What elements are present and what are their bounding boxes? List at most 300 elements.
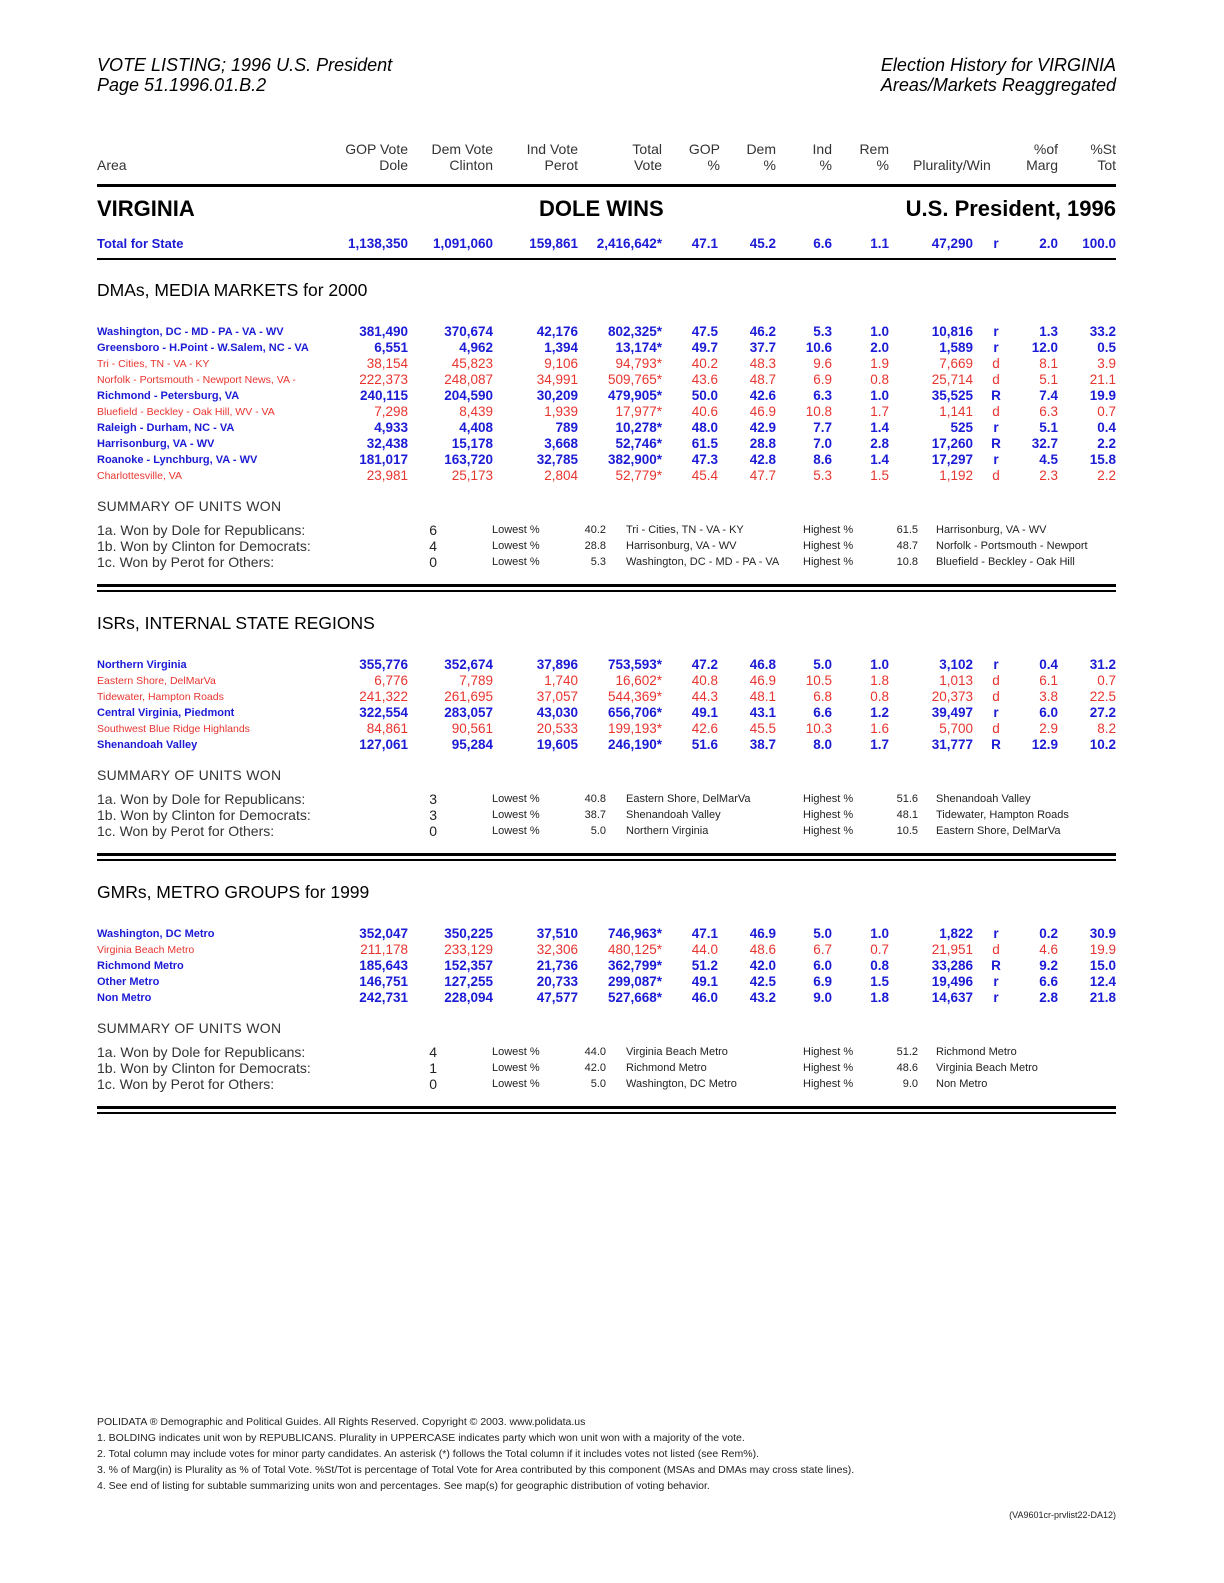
gop-pct: 47.1 xyxy=(691,236,718,251)
gop-vote: 222,373 xyxy=(359,372,408,387)
highest-label: Highest % xyxy=(803,524,854,536)
section-rule-top xyxy=(97,853,1116,856)
rem-pct: 2.8 xyxy=(870,436,889,451)
footer-note-4: 4. See end of listing for subtable summarizing units won and percentages. See map(s) for geographic distribution of voting behavior. xyxy=(97,1480,710,1492)
plurality: 1,822 xyxy=(939,926,973,941)
dem-pct: 42.0 xyxy=(749,958,776,973)
ind-pct: 10.8 xyxy=(805,404,832,419)
winner-code: R xyxy=(991,958,1001,973)
gop-pct: 45.4 xyxy=(691,468,718,483)
section-rule-bottom xyxy=(97,590,1116,592)
highest-area: Non Metro xyxy=(936,1078,988,1090)
summary-row xyxy=(0,1076,1224,1092)
ind-vote: 37,057 xyxy=(536,689,578,704)
dem-pct: 38.7 xyxy=(749,737,776,752)
units-won-count: 4 xyxy=(429,1044,437,1060)
ind-vote: 159,861 xyxy=(529,236,578,251)
col-rem-pct: Rem % xyxy=(859,141,889,173)
dem-vote: 352,674 xyxy=(444,657,493,672)
row-name: Bluefield - Beckley - Oak Hill, WV - VA xyxy=(97,406,275,418)
gop-vote: 352,047 xyxy=(359,926,408,941)
gop-vote: 185,643 xyxy=(359,958,408,973)
rem-pct: 1.8 xyxy=(870,990,889,1005)
gop-vote: 84,861 xyxy=(366,721,408,736)
winner-code: r xyxy=(993,420,999,435)
margin-pct: 32.7 xyxy=(1031,436,1058,451)
margin-pct: 2.8 xyxy=(1039,990,1058,1005)
highest-value: 9.0 xyxy=(902,1078,918,1090)
table-row xyxy=(0,372,1224,388)
winner-code: r xyxy=(993,657,999,672)
rem-pct: 1.1 xyxy=(870,236,889,251)
gop-pct: 40.6 xyxy=(691,404,718,419)
row-name: Virginia Beach Metro xyxy=(97,944,195,956)
gop-pct: 47.1 xyxy=(691,926,718,941)
winner-code: R xyxy=(991,388,1001,403)
col-dem-vote: Dem Vote Clinton xyxy=(431,141,493,173)
margin-pct: 6.6 xyxy=(1039,974,1058,989)
row-name: Richmond - Petersburg, VA xyxy=(97,390,240,402)
plurality: 17,260 xyxy=(931,436,973,451)
rem-pct: 1.4 xyxy=(870,420,889,435)
winner-code: d xyxy=(992,673,1000,688)
gop-vote: 381,490 xyxy=(359,324,408,339)
total-vote: 802,325* xyxy=(607,324,662,339)
state-total-pct: 30.9 xyxy=(1089,926,1116,941)
row-name: Richmond Metro xyxy=(97,960,184,972)
table-row xyxy=(0,452,1224,468)
plurality: 31,777 xyxy=(931,737,973,752)
table-row xyxy=(0,404,1224,420)
ind-vote: 37,510 xyxy=(536,926,578,941)
lowest-label: Lowest % xyxy=(492,825,540,837)
table-row xyxy=(0,942,1224,958)
highest-value: 48.7 xyxy=(896,540,918,552)
total-vote: 527,668* xyxy=(607,990,662,1005)
winner-code: d xyxy=(992,721,1000,736)
rem-pct: 1.5 xyxy=(870,468,889,483)
gop-vote: 355,776 xyxy=(359,657,408,672)
rem-pct: 1.9 xyxy=(870,356,889,371)
winner-code: r xyxy=(993,705,999,720)
margin-pct: 5.1 xyxy=(1039,420,1058,435)
total-vote: 17,977* xyxy=(615,404,662,419)
gop-pct: 47.2 xyxy=(691,657,718,672)
gop-pct: 42.6 xyxy=(691,721,718,736)
plurality: 19,496 xyxy=(931,974,973,989)
state-total-pct: 19.9 xyxy=(1089,942,1116,957)
total-vote: 13,174* xyxy=(615,340,662,355)
highest-area: Eastern Shore, DelMarVa xyxy=(936,825,1061,837)
ind-vote: 9,106 xyxy=(544,356,578,371)
state-total-pct: 27.2 xyxy=(1089,705,1116,720)
units-won-count: 0 xyxy=(429,823,437,839)
col-dem-pct: Dem % xyxy=(746,141,776,173)
plurality: 39,497 xyxy=(931,705,973,720)
section-rule-top xyxy=(97,1106,1116,1109)
row-name: Washington, DC Metro xyxy=(97,928,215,940)
plurality: 7,669 xyxy=(939,356,973,371)
summary-row xyxy=(0,823,1224,839)
highest-value: 61.5 xyxy=(896,524,918,536)
highest-area: Virginia Beach Metro xyxy=(936,1062,1038,1074)
state-name: VIRGINIA xyxy=(97,196,195,221)
ind-vote: 37,896 xyxy=(536,657,578,672)
total-vote: 656,706* xyxy=(607,705,662,720)
summary-row xyxy=(0,538,1224,554)
row-name: Greensboro - H.Point - W.Salem, NC - VA xyxy=(97,342,309,354)
dem-vote: 283,057 xyxy=(444,705,493,720)
total-vote: 753,593* xyxy=(607,657,662,672)
dem-vote: 204,590 xyxy=(444,388,493,403)
lowest-value: 38.7 xyxy=(584,809,606,821)
winner-code: r xyxy=(993,340,999,355)
ind-pct: 10.3 xyxy=(805,721,832,736)
dem-vote: 261,695 xyxy=(444,689,493,704)
table-row xyxy=(0,468,1224,484)
state-total-pct: 21.1 xyxy=(1089,372,1116,387)
total-vote: 479,905* xyxy=(607,388,662,403)
summary-label: 1c. Won by Perot for Others: xyxy=(97,1076,275,1092)
gop-vote: 4,933 xyxy=(374,420,408,435)
highest-area: Tidewater, Hampton Roads xyxy=(936,809,1069,821)
ind-vote: 19,605 xyxy=(536,737,578,752)
margin-pct: 7.4 xyxy=(1039,388,1058,403)
ind-pct: 6.3 xyxy=(813,388,832,403)
gop-pct: 40.8 xyxy=(691,673,718,688)
total-vote: 16,602* xyxy=(615,673,662,688)
ind-pct: 5.3 xyxy=(813,324,832,339)
row-name: Washington, DC - MD - PA - VA - WV xyxy=(97,326,284,338)
report-header xyxy=(881,55,1116,95)
gop-pct: 43.6 xyxy=(691,372,718,387)
gop-pct: 49.1 xyxy=(691,705,718,720)
table-row xyxy=(0,974,1224,990)
dem-pct: 42.9 xyxy=(749,420,776,435)
dem-vote: 1,091,060 xyxy=(432,236,493,251)
ind-vote: 2,804 xyxy=(544,468,578,483)
col-gop-vote: GOP Vote Dole xyxy=(345,141,408,173)
margin-pct: 5.1 xyxy=(1039,372,1058,387)
dem-pct: 48.1 xyxy=(749,689,776,704)
lowest-area: Washington, DC Metro xyxy=(626,1078,737,1090)
margin-pct: 0.2 xyxy=(1039,926,1058,941)
total-vote: 480,125* xyxy=(607,942,662,957)
total-vote: 94,793* xyxy=(615,356,662,371)
lowest-area: Richmond Metro xyxy=(626,1062,707,1074)
gop-pct: 47.3 xyxy=(691,452,718,467)
plurality: 25,714 xyxy=(931,372,973,387)
total-vote: 544,369* xyxy=(607,689,662,704)
highest-label: Highest % xyxy=(803,1078,854,1090)
units-won-count: 1 xyxy=(429,1060,437,1076)
row-name: Southwest Blue Ridge Highlands xyxy=(97,723,250,735)
table-row xyxy=(0,689,1224,705)
col-ind-pct: Ind % xyxy=(812,141,832,173)
column-headers xyxy=(0,141,1224,181)
lowest-value: 42.0 xyxy=(584,1062,606,1074)
table-row xyxy=(0,673,1224,689)
dem-vote: 248,087 xyxy=(444,372,493,387)
lowest-value: 40.2 xyxy=(584,524,606,536)
summary-row xyxy=(0,791,1224,807)
lowest-area: Washington, DC - MD - PA - VA xyxy=(626,556,780,568)
rem-pct: 1.0 xyxy=(870,324,889,339)
lowest-label: Lowest % xyxy=(492,540,540,552)
ind-pct: 9.0 xyxy=(813,990,832,1005)
gop-pct: 61.5 xyxy=(691,436,718,451)
ind-pct: 6.9 xyxy=(813,974,832,989)
ind-vote: 42,176 xyxy=(536,324,578,339)
plurality: 14,637 xyxy=(931,990,973,1005)
margin-pct: 6.3 xyxy=(1039,404,1058,419)
plurality: 21,951 xyxy=(931,942,973,957)
rem-pct: 2.0 xyxy=(870,340,889,355)
table-row xyxy=(0,356,1224,372)
summary-row xyxy=(0,554,1224,570)
rem-pct: 0.8 xyxy=(870,689,889,704)
ind-vote: 34,991 xyxy=(536,372,578,387)
row-name: Norfolk - Portsmouth - Newport News, VA - xyxy=(97,374,296,386)
ind-vote: 43,030 xyxy=(536,705,578,720)
rem-pct: 0.8 xyxy=(870,958,889,973)
highest-value: 48.6 xyxy=(896,1062,918,1074)
row-name: Northern Virginia xyxy=(97,659,187,671)
table-row xyxy=(0,324,1224,340)
state-total-pct: 33.2 xyxy=(1089,324,1116,339)
gop-pct: 49.7 xyxy=(691,340,718,355)
units-won-count: 0 xyxy=(429,554,437,570)
highest-value: 51.2 xyxy=(896,1046,918,1058)
lowest-value: 44.0 xyxy=(584,1046,606,1058)
dem-vote: 25,173 xyxy=(451,468,493,483)
gop-vote: 241,322 xyxy=(359,689,408,704)
ind-vote: 789 xyxy=(555,420,578,435)
section-rule-bottom xyxy=(97,859,1116,861)
dem-pct: 42.6 xyxy=(749,388,776,403)
col-total-vote: Total Vote xyxy=(632,141,662,173)
footer-copyright: POLIDATA ® Demographic and Political Guides. All Rights Reserved. Copyright © 2003. www.polidata.us xyxy=(97,1416,586,1428)
dem-vote: 8,439 xyxy=(459,404,493,419)
state-total-pct: 0.4 xyxy=(1097,420,1116,435)
ind-pct: 9.6 xyxy=(813,356,832,371)
gop-pct: 51.6 xyxy=(691,737,718,752)
margin-pct: 4.6 xyxy=(1039,942,1058,957)
plurality: 525 xyxy=(950,420,973,435)
winner-code: r xyxy=(993,974,999,989)
total-vote: 382,900* xyxy=(607,452,662,467)
winner-code: d xyxy=(992,372,1000,387)
listing-title: VOTE LISTING; 1996 U.S. President xyxy=(97,55,393,75)
summary-title: SUMMARY OF UNITS WON xyxy=(97,767,282,783)
state-total-pct: 22.5 xyxy=(1089,689,1116,704)
table-row xyxy=(0,926,1224,942)
rem-pct: 1.0 xyxy=(870,388,889,403)
lowest-value: 40.8 xyxy=(584,793,606,805)
ind-vote: 32,306 xyxy=(536,942,578,957)
winner-code: r xyxy=(993,452,999,467)
total-rule xyxy=(97,258,1116,260)
lowest-area: Harrisonburg, VA - WV xyxy=(626,540,737,552)
col-gop-pct: GOP % xyxy=(688,141,720,173)
col-margin: %of Marg xyxy=(1026,141,1058,173)
lowest-label: Lowest % xyxy=(492,524,540,536)
ind-pct: 5.3 xyxy=(813,468,832,483)
winner-code: r xyxy=(993,324,999,339)
highest-value: 51.6 xyxy=(896,793,918,805)
highest-area: Shenandoah Valley xyxy=(936,793,1031,805)
table-row xyxy=(0,340,1224,356)
dem-pct: 46.9 xyxy=(749,404,776,419)
margin-pct: 6.0 xyxy=(1039,705,1058,720)
winner-label: DOLE WINS xyxy=(539,196,664,221)
units-won-count: 4 xyxy=(429,538,437,554)
rem-pct: 1.7 xyxy=(870,737,889,752)
gop-vote: 23,981 xyxy=(366,468,408,483)
state-total-pct: 21.8 xyxy=(1089,990,1116,1005)
rem-pct: 1.7 xyxy=(870,404,889,419)
ind-vote: 1,740 xyxy=(544,673,578,688)
summary-label: 1a. Won by Dole for Republicans: xyxy=(97,522,306,538)
summary-label: 1a. Won by Dole for Republicans: xyxy=(97,1044,306,1060)
plurality: 1,141 xyxy=(939,404,973,419)
lowest-value: 5.0 xyxy=(590,825,606,837)
highest-value: 10.5 xyxy=(896,825,918,837)
dem-vote: 90,561 xyxy=(451,721,493,736)
summary-label: 1c. Won by Perot for Others: xyxy=(97,823,275,839)
gop-pct: 44.3 xyxy=(691,689,718,704)
gop-vote: 242,731 xyxy=(359,990,408,1005)
row-name: Harrisonburg, VA - WV xyxy=(97,438,215,450)
row-name: Other Metro xyxy=(97,976,160,988)
dem-pct: 48.7 xyxy=(749,372,776,387)
dem-pct: 28.8 xyxy=(749,436,776,451)
dem-vote: 350,225 xyxy=(444,926,493,941)
table-row xyxy=(0,737,1224,753)
ind-pct: 6.7 xyxy=(813,942,832,957)
dem-vote: 95,284 xyxy=(451,737,493,752)
ind-pct: 7.7 xyxy=(813,420,832,435)
dem-vote: 152,357 xyxy=(444,958,493,973)
table-row xyxy=(0,657,1224,673)
highest-value: 10.8 xyxy=(896,556,918,568)
state-total-pct: 10.2 xyxy=(1089,737,1116,752)
rem-pct: 1.2 xyxy=(870,705,889,720)
state-total-pct: 100.0 xyxy=(1082,236,1116,251)
table-row xyxy=(0,436,1224,452)
ind-pct: 6.6 xyxy=(813,236,832,251)
row-name: Charlottesville, VA xyxy=(97,470,183,482)
ind-vote: 3,668 xyxy=(544,436,578,451)
rem-pct: 0.7 xyxy=(870,942,889,957)
lowest-label: Lowest % xyxy=(492,1078,540,1090)
dem-pct: 46.8 xyxy=(749,657,776,672)
page-number: Page 51.1996.01.B.2 xyxy=(97,75,267,95)
dem-vote: 127,255 xyxy=(444,974,493,989)
lowest-area: Shenandoah Valley xyxy=(626,809,721,821)
ind-pct: 6.0 xyxy=(813,958,832,973)
report-title: Election History for VIRGINIA xyxy=(880,55,1116,75)
state-total-pct: 2.2 xyxy=(1097,468,1116,483)
ind-vote: 32,785 xyxy=(536,452,578,467)
document-code: (VA9601cr-prvlist22-DA12) xyxy=(1009,1510,1116,1520)
ind-vote: 1,394 xyxy=(544,340,578,355)
state-total-pct: 0.7 xyxy=(1097,673,1116,688)
highest-label: Highest % xyxy=(803,540,854,552)
highest-area: Bluefield - Beckley - Oak Hill xyxy=(936,556,1075,568)
units-won-count: 3 xyxy=(429,791,437,807)
gop-vote: 7,298 xyxy=(374,404,408,419)
gop-vote: 1,138,350 xyxy=(347,236,408,251)
total-vote: 746,963* xyxy=(607,926,662,941)
dem-pct: 47.7 xyxy=(749,468,776,483)
section-title: DMAs, MEDIA MARKETS for 2000 xyxy=(97,280,368,300)
total-vote: 2,416,642* xyxy=(596,236,662,251)
units-won-count: 0 xyxy=(429,1076,437,1092)
units-won-count: 3 xyxy=(429,807,437,823)
lowest-area: Tri - Cities, TN - VA - KY xyxy=(626,524,744,536)
state-total-pct: 8.2 xyxy=(1097,721,1116,736)
plurality: 47,290 xyxy=(931,236,973,251)
section-title: ISRs, INTERNAL STATE REGIONS xyxy=(97,613,375,633)
dem-vote: 15,178 xyxy=(451,436,493,451)
lowest-value: 5.3 xyxy=(590,556,606,568)
winner-code: d xyxy=(992,942,1000,957)
margin-pct: 12.0 xyxy=(1031,340,1058,355)
plurality: 10,816 xyxy=(931,324,973,339)
margin-pct: 4.5 xyxy=(1039,452,1058,467)
dem-pct: 42.8 xyxy=(749,452,776,467)
section-title: GMRs, METRO GROUPS for 1999 xyxy=(97,882,370,902)
summary-label: 1b. Won by Clinton for Democrats: xyxy=(97,538,311,554)
dem-vote: 7,789 xyxy=(459,673,493,688)
gop-vote: 32,438 xyxy=(366,436,408,451)
summary-label: 1a. Won by Dole for Republicans: xyxy=(97,791,306,807)
rem-pct: 1.4 xyxy=(870,452,889,467)
margin-pct: 9.2 xyxy=(1039,958,1058,973)
lowest-label: Lowest % xyxy=(492,793,540,805)
dem-pct: 37.7 xyxy=(749,340,776,355)
ind-pct: 6.8 xyxy=(813,689,832,704)
row-name: Eastern Shore, DelMarVa xyxy=(97,675,216,687)
listing-header xyxy=(97,55,392,95)
gop-vote: 211,178 xyxy=(360,942,408,957)
rem-pct: 1.0 xyxy=(870,657,889,672)
ind-vote: 47,577 xyxy=(536,990,578,1005)
units-won-count: 6 xyxy=(429,522,437,538)
lowest-label: Lowest % xyxy=(492,556,540,568)
summary-label: 1b. Won by Clinton for Democrats: xyxy=(97,807,311,823)
row-name: Non Metro xyxy=(97,992,152,1004)
ind-vote: 20,733 xyxy=(536,974,578,989)
margin-pct: 6.1 xyxy=(1039,673,1058,688)
ind-pct: 7.0 xyxy=(813,436,832,451)
footer-note-2: 2. Total column may include votes for minor party candidates. An asterisk (*) follows the Total column if it includes votes not listed (see Rem%). xyxy=(97,1448,759,1460)
ind-pct: 6.6 xyxy=(813,705,832,720)
gop-vote: 240,115 xyxy=(359,388,408,403)
ind-vote: 1,939 xyxy=(544,404,578,419)
ind-pct: 5.0 xyxy=(813,926,832,941)
footer-note-1: 1. BOLDING indicates unit won by REPUBLICANS. Plurality in UPPERCASE indicates party which won unit won with a majority of the vote. xyxy=(97,1432,745,1444)
row-name: Raleigh - Durham, NC - VA xyxy=(97,422,235,434)
total-vote: 199,193* xyxy=(607,721,662,736)
col-plurality: Plurality/Win xyxy=(913,157,991,173)
dem-pct: 45.5 xyxy=(749,721,776,736)
state-total-pct: 31.2 xyxy=(1089,657,1116,672)
col-state-total: %St Tot xyxy=(1090,141,1116,173)
plurality: 33,286 xyxy=(931,958,973,973)
row-name: Tidewater, Hampton Roads xyxy=(97,691,224,703)
